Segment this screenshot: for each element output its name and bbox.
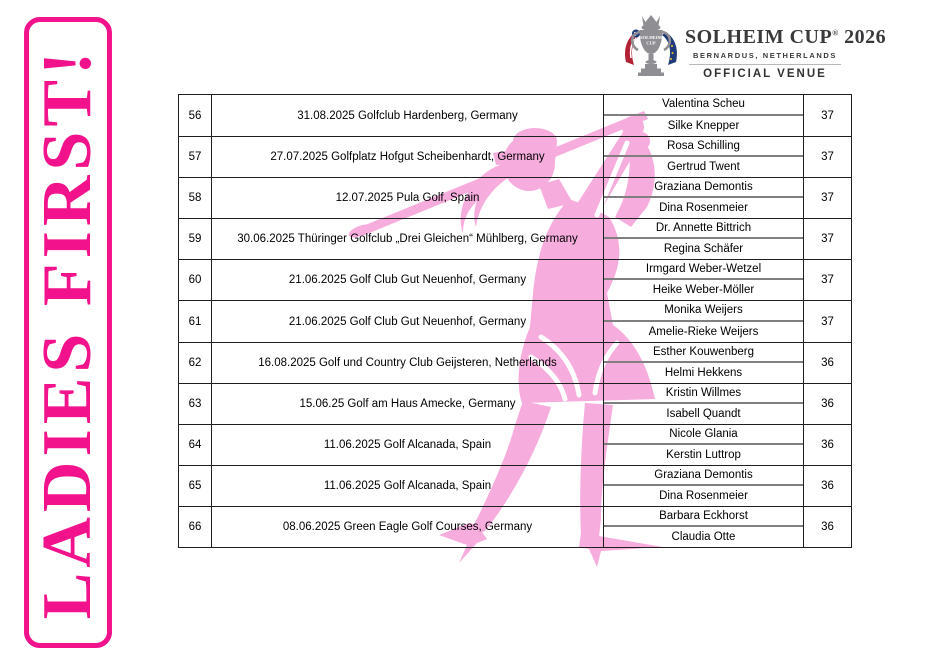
player-name: Valentina Scheu <box>604 95 803 116</box>
event-cell: 12.07.2025 Pula Golf, Spain <box>211 178 603 218</box>
players-cell <box>603 95 803 136</box>
table-row <box>179 300 851 341</box>
results-table-body <box>179 95 851 547</box>
player-name: Isabell Quandt <box>666 407 741 420</box>
score-cell: 37 <box>803 301 851 341</box>
players-cell <box>603 178 803 218</box>
row-number-cell: 57 <box>188 151 202 164</box>
row-number-cell: 64 <box>188 438 202 451</box>
event-cell: 30.06.2025 Thüringer Golfclub „Drei Gleichen“ Mühlberg, Germany <box>211 219 603 259</box>
player-name: Nicole Glania <box>604 425 803 445</box>
table-row <box>179 342 851 383</box>
row-number-cell: 65 <box>188 479 202 492</box>
players-cell <box>603 507 803 547</box>
player-name: Gertrud Twent <box>667 161 740 174</box>
svg-text:CUP: CUP <box>646 40 656 46</box>
player-name: Monika Weijers <box>604 301 803 321</box>
player-name: Graziana Demontis <box>604 466 803 486</box>
players-cell <box>603 219 803 259</box>
solheim-cup-trophy-icon <box>621 12 681 84</box>
player-name: Irmgard Weber-Wetzel <box>604 260 803 280</box>
row-number-cell: 60 <box>188 274 202 287</box>
logo-location: BERNARDUS, NETHERLANDS <box>693 51 837 60</box>
event-cell: 11.06.2025 Golf Alcanada, Spain <box>211 466 603 506</box>
player-name: Rosa Schilling <box>604 137 803 157</box>
event-cell: 11.06.2025 Golf Alcanada, Spain <box>211 425 603 465</box>
players-cell <box>603 425 803 465</box>
event-cell: 21.06.2025 Golf Club Gut Neuenhof, Germany <box>211 260 603 300</box>
row-number-cell: 58 <box>188 192 202 205</box>
player-name: Helmi Hekkens <box>664 366 743 379</box>
table-row <box>179 95 851 136</box>
player-name: Graziana Demontis <box>604 178 803 198</box>
table-row <box>179 177 851 218</box>
logo-text-block <box>685 26 887 80</box>
player-name: Dr. Annette Bittrich <box>604 219 803 239</box>
table-row <box>179 465 851 506</box>
player-name: Kerstin Luttrop <box>666 448 741 461</box>
players-cell <box>603 301 803 341</box>
players-cell <box>603 466 803 506</box>
players-cell <box>603 343 803 383</box>
score-cell: 36 <box>803 507 851 547</box>
row-number-cell: 63 <box>188 397 202 410</box>
player-name: Esther Kouwenberg <box>604 343 803 363</box>
score-cell: 36 <box>803 425 851 465</box>
event-cell: 08.06.2025 Green Eagle Golf Courses, Germany <box>211 507 603 547</box>
row-number-cell: 66 <box>188 520 202 533</box>
event-cell: 21.06.2025 Golf Club Gut Neuenhof, Germany <box>211 301 603 341</box>
player-name: Regina Schäfer <box>663 243 744 256</box>
score-cell: 36 <box>803 466 851 506</box>
score-cell: 37 <box>803 260 851 300</box>
row-number-cell: 59 <box>188 233 202 246</box>
svg-text:SOLHEIM: SOLHEIM <box>640 35 662 40</box>
row-number-cell: 62 <box>188 356 202 369</box>
table-row <box>179 506 851 547</box>
results-table <box>178 94 852 548</box>
table-row <box>179 218 851 259</box>
solheim-cup-logo <box>621 10 887 88</box>
logo-title: SOLHEIM CUP® 2026 <box>685 26 887 48</box>
table-row <box>179 383 851 424</box>
logo-venue-label: OFFICIAL VENUE <box>703 68 827 80</box>
score-cell: 37 <box>803 219 851 259</box>
event-cell: 27.07.2025 Golfplatz Hofgut Scheibenhardt, Germany <box>211 137 603 177</box>
player-name: Dina Rosenmeier <box>659 202 748 215</box>
score-cell: 36 <box>803 384 851 424</box>
ladies-first-banner <box>24 17 112 648</box>
player-name: Kristin Willmes <box>604 384 803 404</box>
event-cell: 16.08.2025 Golf und Country Club Geijsteren, Netherlands <box>211 343 603 383</box>
ladies-first-text: LADIES FIRST! <box>29 46 106 619</box>
score-cell: 37 <box>803 137 851 177</box>
table-row <box>179 259 851 300</box>
table-row <box>179 424 851 465</box>
score-cell: 37 <box>803 178 851 218</box>
table-row <box>179 136 851 177</box>
player-name: Barbara Eckhorst <box>604 507 803 527</box>
row-number-cell: 56 <box>188 109 202 122</box>
row-number-cell: 61 <box>188 315 202 328</box>
logo-divider <box>689 64 841 65</box>
players-cell <box>603 384 803 424</box>
players-cell <box>603 137 803 177</box>
event-cell: 15.06.25 Golf am Haus Amecke, Germany <box>211 384 603 424</box>
event-cell: 31.08.2025 Golfclub Hardenberg, Germany <box>211 95 603 136</box>
player-name: Claudia Otte <box>671 531 736 543</box>
player-name: Amelie-Rieke Weijers <box>648 325 759 338</box>
player-name: Silke Knepper <box>667 119 740 132</box>
player-name: Heike Weber-Möller <box>652 284 755 297</box>
score-cell: 36 <box>803 343 851 383</box>
players-cell <box>603 260 803 300</box>
player-name: Dina Rosenmeier <box>659 489 748 502</box>
score-cell: 37 <box>803 95 851 136</box>
